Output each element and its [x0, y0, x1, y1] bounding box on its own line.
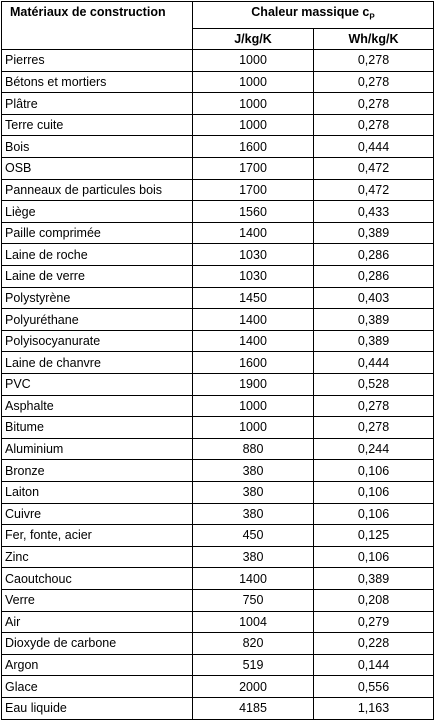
wh-value-cell: 0,208: [314, 589, 434, 611]
table-row: [2, 568, 434, 590]
table-row: [2, 179, 434, 201]
table-row: [2, 330, 434, 352]
wh-value-cell: 0,278: [314, 114, 434, 136]
material-cell: Laine de chanvre: [2, 352, 193, 374]
material-cell: Laiton: [2, 481, 193, 503]
table-row: [2, 546, 434, 568]
wh-value-cell: 0,472: [314, 158, 434, 180]
table-row: [2, 676, 434, 698]
wh-value-cell: 0,278: [314, 71, 434, 93]
heat-capacity-subscript: P: [369, 12, 375, 22]
j-value-cell: 750: [193, 589, 314, 611]
wh-value-cell: 0,106: [314, 546, 434, 568]
material-cell: Paille comprimée: [2, 222, 193, 244]
j-value-cell: 1000: [193, 50, 314, 72]
material-cell: Cuivre: [2, 503, 193, 525]
j-value-cell: 1400: [193, 309, 314, 331]
material-cell: Bronze: [2, 460, 193, 482]
material-cell: Polyisocyanurate: [2, 330, 193, 352]
table-row: [2, 114, 434, 136]
table-row: [2, 222, 434, 244]
wh-value-cell: 0,556: [314, 676, 434, 698]
wh-value-cell: 0,389: [314, 568, 434, 590]
table-row: [2, 158, 434, 180]
material-cell: Polyuréthane: [2, 309, 193, 331]
wh-value-cell: 0,125: [314, 525, 434, 547]
material-cell: Liège: [2, 201, 193, 223]
wh-value-cell: 0,528: [314, 374, 434, 396]
heat-capacity-table: [1, 1, 434, 720]
material-cell: Plâtre: [2, 93, 193, 115]
table-row: [2, 352, 434, 374]
wh-value-cell: 0,244: [314, 438, 434, 460]
unit-wh-header: Wh/kg/K: [314, 28, 434, 50]
table-row: [2, 438, 434, 460]
table-row: [2, 374, 434, 396]
table-row: [2, 136, 434, 158]
material-cell: Bois: [2, 136, 193, 158]
table-row: [2, 503, 434, 525]
material-cell: PVC: [2, 374, 193, 396]
material-cell: Dioxyde de carbone: [2, 633, 193, 655]
table-row: [2, 417, 434, 439]
j-value-cell: 1600: [193, 352, 314, 374]
material-cell: Terre cuite: [2, 114, 193, 136]
j-value-cell: 1000: [193, 71, 314, 93]
table-row: [2, 633, 434, 655]
j-value-cell: 1000: [193, 417, 314, 439]
material-cell: Panneaux de particules bois: [2, 179, 193, 201]
table-row: [2, 481, 434, 503]
j-value-cell: 2000: [193, 676, 314, 698]
material-cell: Laine de roche: [2, 244, 193, 266]
wh-value-cell: 0,106: [314, 481, 434, 503]
wh-value-cell: 0,403: [314, 287, 434, 309]
table-row: [2, 589, 434, 611]
table-row: [2, 395, 434, 417]
table-row: [2, 460, 434, 482]
j-value-cell: 1700: [193, 179, 314, 201]
table-row: [2, 525, 434, 547]
table-header: [2, 2, 434, 50]
table-row: [2, 93, 434, 115]
table-row: [2, 287, 434, 309]
material-cell: Air: [2, 611, 193, 633]
heat-capacity-label: Chaleur massique c: [251, 5, 370, 19]
material-cell: Eau liquide: [2, 697, 193, 719]
table-row: [2, 697, 434, 719]
j-value-cell: 380: [193, 546, 314, 568]
j-value-cell: 1004: [193, 611, 314, 633]
j-value-cell: 1000: [193, 114, 314, 136]
j-value-cell: 880: [193, 438, 314, 460]
material-cell: Zinc: [2, 546, 193, 568]
table-row: [2, 71, 434, 93]
j-value-cell: 1030: [193, 244, 314, 266]
wh-value-cell: 0,444: [314, 136, 434, 158]
table-row: [2, 201, 434, 223]
material-cell: Argon: [2, 654, 193, 676]
wh-value-cell: 0,286: [314, 244, 434, 266]
wh-value-cell: 0,389: [314, 330, 434, 352]
material-cell: Fer, fonte, acier: [2, 525, 193, 547]
table-row: [2, 50, 434, 72]
table-row: [2, 309, 434, 331]
material-cell: Verre: [2, 589, 193, 611]
wh-value-cell: 0,279: [314, 611, 434, 633]
material-cell: Asphalte: [2, 395, 193, 417]
material-column-header: Matériaux de construction: [2, 2, 193, 50]
j-value-cell: 1000: [193, 93, 314, 115]
heat-capacity-header: [193, 2, 434, 29]
j-value-cell: 1030: [193, 266, 314, 288]
j-value-cell: 4185: [193, 697, 314, 719]
wh-value-cell: 0,278: [314, 395, 434, 417]
wh-value-cell: 0,389: [314, 309, 434, 331]
j-value-cell: 1400: [193, 222, 314, 244]
wh-value-cell: 0,228: [314, 633, 434, 655]
wh-value-cell: 0,444: [314, 352, 434, 374]
wh-value-cell: 0,286: [314, 266, 434, 288]
table-row: [2, 611, 434, 633]
table-row: [2, 244, 434, 266]
table-body: [2, 50, 434, 719]
j-value-cell: 820: [193, 633, 314, 655]
material-cell: Polystyrène: [2, 287, 193, 309]
j-value-cell: 380: [193, 503, 314, 525]
unit-j-header: J/kg/K: [193, 28, 314, 50]
j-value-cell: 1400: [193, 568, 314, 590]
table-row: [2, 266, 434, 288]
wh-value-cell: 0,433: [314, 201, 434, 223]
j-value-cell: 450: [193, 525, 314, 547]
material-cell: Laine de verre: [2, 266, 193, 288]
wh-value-cell: 1,163: [314, 697, 434, 719]
j-value-cell: 380: [193, 460, 314, 482]
wh-value-cell: 0,278: [314, 50, 434, 72]
wh-value-cell: 0,106: [314, 460, 434, 482]
j-value-cell: 1700: [193, 158, 314, 180]
wh-value-cell: 0,389: [314, 222, 434, 244]
material-cell: Aluminium: [2, 438, 193, 460]
material-cell: OSB: [2, 158, 193, 180]
j-value-cell: 1450: [193, 287, 314, 309]
j-value-cell: 1560: [193, 201, 314, 223]
j-value-cell: 1400: [193, 330, 314, 352]
j-value-cell: 1600: [193, 136, 314, 158]
wh-value-cell: 0,472: [314, 179, 434, 201]
j-value-cell: 1900: [193, 374, 314, 396]
wh-value-cell: 0,278: [314, 93, 434, 115]
material-cell: Glace: [2, 676, 193, 698]
j-value-cell: 380: [193, 481, 314, 503]
j-value-cell: 519: [193, 654, 314, 676]
material-cell: Bétons et mortiers: [2, 71, 193, 93]
j-value-cell: 1000: [193, 395, 314, 417]
wh-value-cell: 0,278: [314, 417, 434, 439]
material-cell: Pierres: [2, 50, 193, 72]
material-cell: Caoutchouc: [2, 568, 193, 590]
wh-value-cell: 0,144: [314, 654, 434, 676]
table-row: [2, 654, 434, 676]
wh-value-cell: 0,106: [314, 503, 434, 525]
material-cell: Bitume: [2, 417, 193, 439]
